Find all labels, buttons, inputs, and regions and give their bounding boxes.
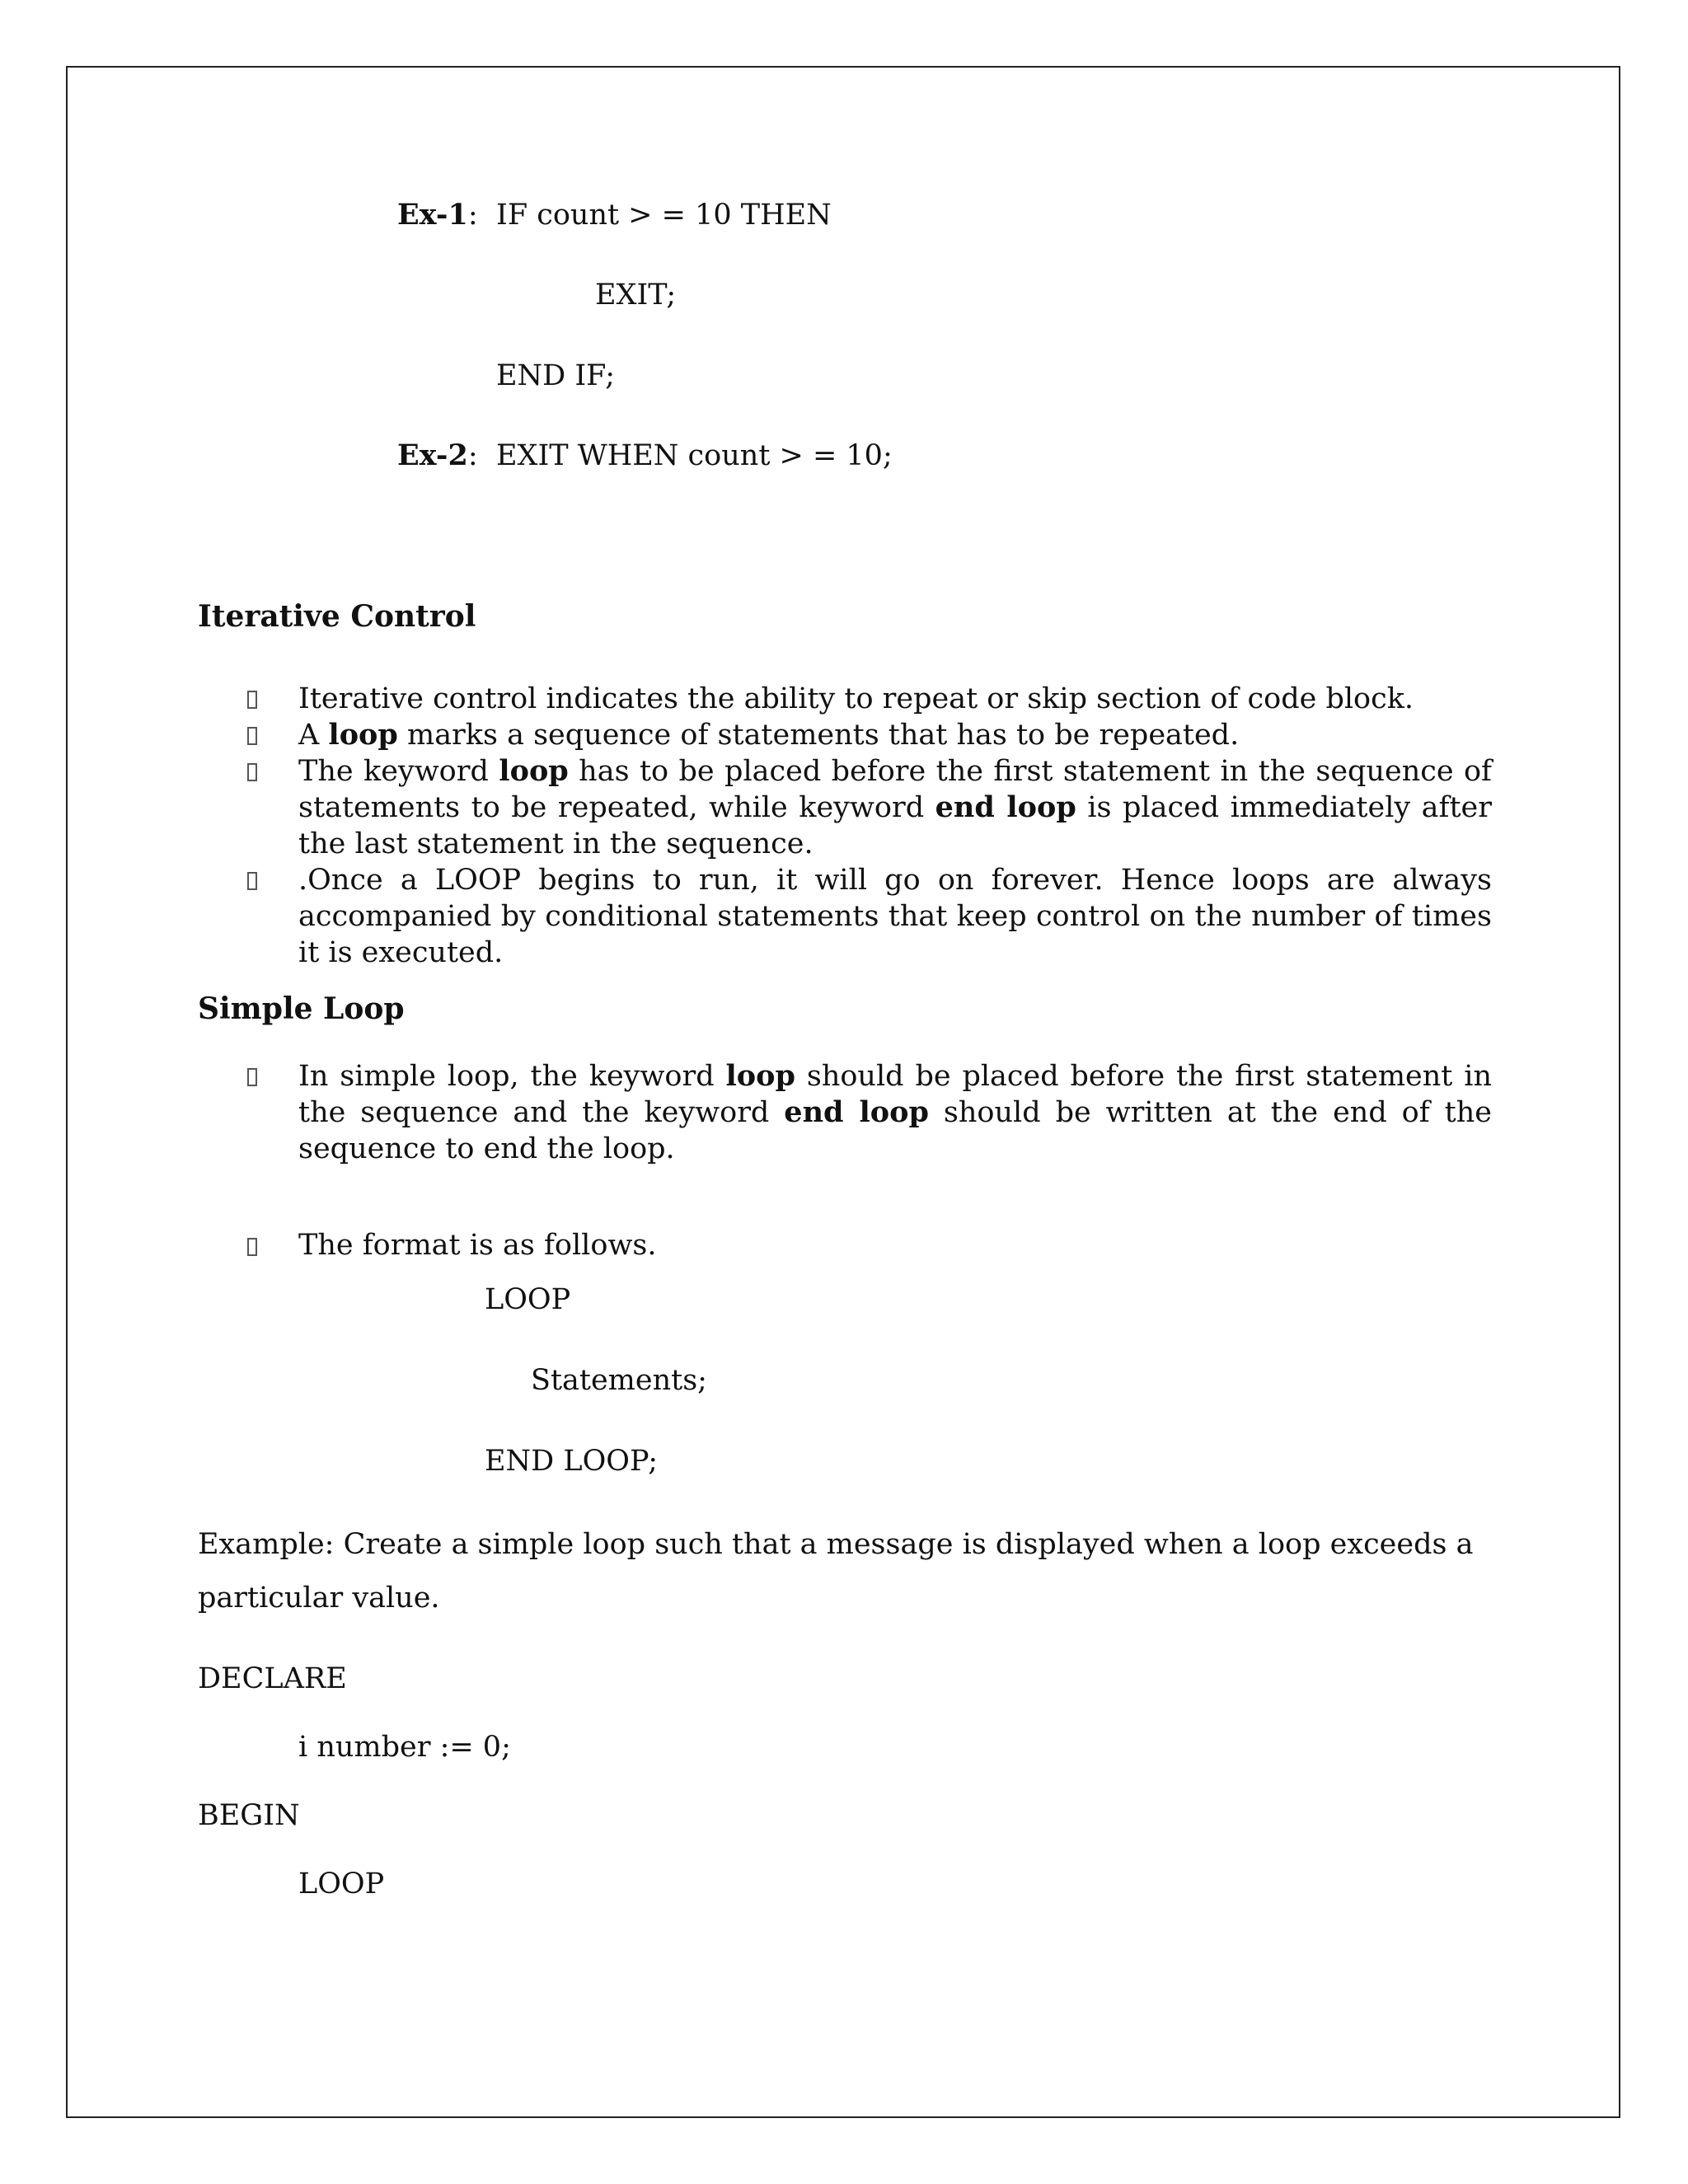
bullet-icon [247,763,257,781]
ex2-label: Ex-2 [397,438,468,472]
example-text-line1: Example: Create a simple loop such that a message is displayed when a loop exceeds a [198,1528,1474,1561]
example-text-line2: particular value. [198,1582,440,1615]
iterative-heading: Iterative Control [198,599,476,634]
ex1-code-line2: EXIT; [595,279,677,312]
iterative-bullet-1: Iterative control indicates the ability to repeat or skip section of code block. [298,682,1414,715]
format-statements-line: Statements; [531,1364,707,1397]
ex1-code-line3: END IF; [496,359,616,392]
iterative-bullet-4: .Once a LOOP begins to run, it will go on forever. Hence loops are always accompanied by conditional statements that keep control on the number of times it is executed. [298,864,1492,969]
iterative-bullet-2: A loop marks a sequence of statements that has to be repeated. [298,718,1240,752]
ex1-label: Ex-1 [397,198,468,232]
format-end-loop-line: END LOOP; [485,1445,659,1478]
ex2-line: Ex-2: [397,438,478,472]
bullet-icon [247,691,257,709]
ex1-code-line1: IF count > = 10 THEN [496,199,832,232]
bullet-icon [247,727,257,745]
format-loop-line: LOOP [485,1283,571,1316]
iterative-bullet-3: The keyword loop has to be placed before the first statement in the sequence of statements to be repeated, while keyword end loop is placed immediately after the last statement in the sequence. [298,754,1492,860]
code-declare: DECLARE [198,1662,347,1695]
bullet-icon [247,1238,257,1256]
simple-loop-heading: Simple Loop [198,991,405,1026]
simple-bullet-2: The format is as follows. [298,1229,657,1262]
code-loop: LOOP [298,1868,385,1900]
bullet-icon [247,872,257,890]
ex1-line: Ex-1: [397,198,478,232]
code-begin: BEGIN [198,1799,300,1832]
code-declaration: i number := 0; [298,1731,511,1764]
ex2-code-line1: EXIT WHEN count > = 10; [496,439,893,472]
simple-bullet-1: In simple loop, the keyword loop should be placed before the first statement in the sequence and the keyword end loop should be written at the end of the sequence to end the loop. [298,1059,1492,1165]
bullet-icon [247,1068,257,1086]
